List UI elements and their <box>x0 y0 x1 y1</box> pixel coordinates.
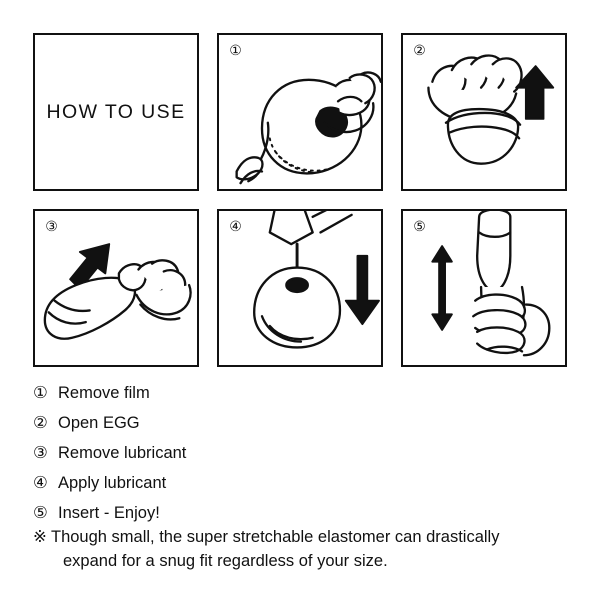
title-panel <box>33 33 199 191</box>
step-text-1: Remove film <box>58 384 150 402</box>
panel-number-2: ② <box>413 42 426 58</box>
step-text-3: Remove lubricant <box>58 444 187 462</box>
list-item <box>33 378 573 408</box>
list-item <box>33 468 573 498</box>
panel-apply-lubricant <box>217 209 383 367</box>
list-item <box>33 408 573 438</box>
panel-number-4: ④ <box>229 218 242 234</box>
footnote-line-2: expand for a snug fit regardless of your size. <box>63 552 388 570</box>
panel-remove-film <box>217 33 383 191</box>
step-mark-3: ③ <box>33 444 48 462</box>
panel-remove-lubricant <box>33 209 199 367</box>
panel-number-1: ① <box>229 42 242 58</box>
panel-grid <box>33 33 567 367</box>
footnote-line-1: Though small, the super stretchable elastomer can drastically <box>51 528 500 546</box>
step-mark-5: ⑤ <box>33 504 48 522</box>
step-text-2: Open EGG <box>58 414 140 432</box>
step-mark-1: ① <box>33 384 48 402</box>
panel-number-3: ③ <box>45 218 58 234</box>
step-text-5: Insert - Enjoy! <box>58 504 160 522</box>
footnote-mark: ※ <box>33 528 47 546</box>
panel-number-5: ⑤ <box>413 218 426 234</box>
panel-insert-enjoy <box>401 209 567 367</box>
list-item <box>33 438 573 468</box>
footnote-text <box>51 525 578 573</box>
footnote <box>33 525 578 573</box>
list-item <box>33 498 573 528</box>
panel-open-egg <box>401 33 567 191</box>
steps-list <box>33 378 573 528</box>
step-text-4: Apply lubricant <box>58 474 167 492</box>
title-panel-label: HOW TO USE <box>46 100 186 123</box>
step-mark-4: ④ <box>33 474 48 492</box>
step-mark-2: ② <box>33 414 48 432</box>
